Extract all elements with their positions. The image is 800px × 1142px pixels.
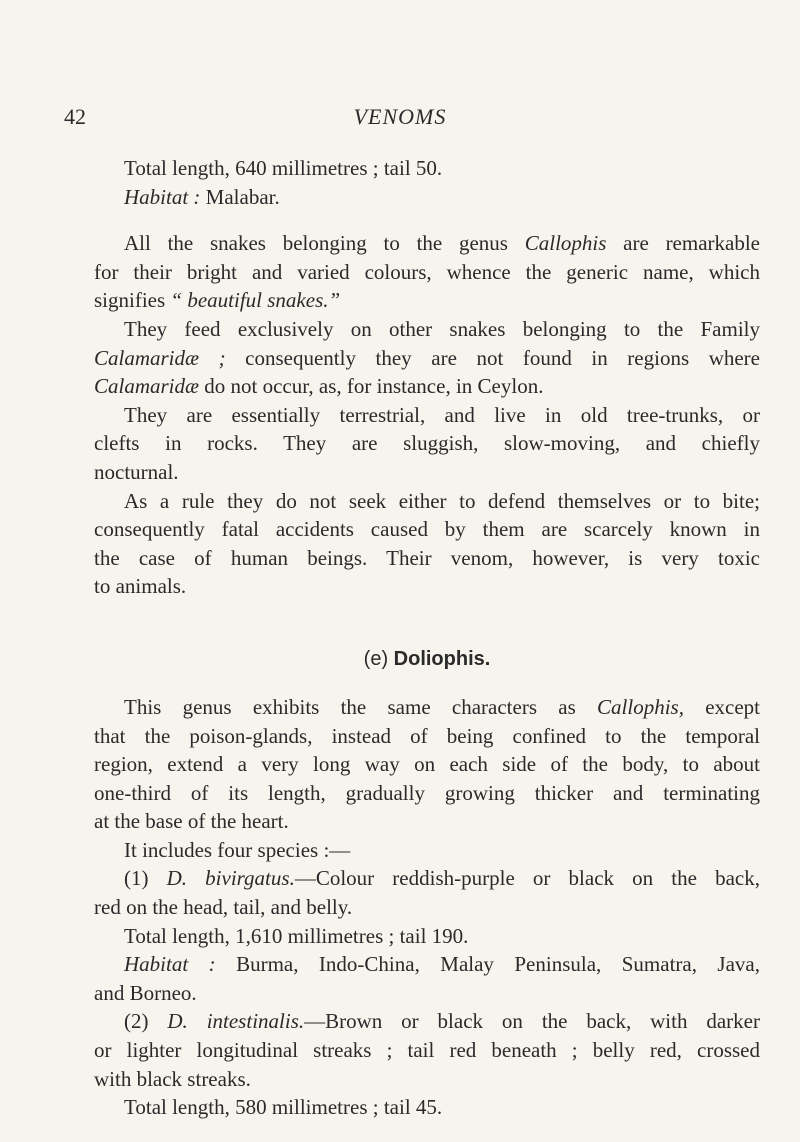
italic-term: Calamaridæ bbox=[94, 374, 200, 399]
page-header bbox=[0, 104, 800, 140]
text-run: except bbox=[683, 694, 761, 719]
doliophis-paragraph-1 bbox=[94, 693, 760, 836]
text-line bbox=[94, 779, 760, 808]
text-run: —Brown or black on the back, with darker bbox=[304, 1009, 760, 1034]
text-line bbox=[94, 1036, 760, 1065]
text-line bbox=[94, 515, 760, 544]
italic-term: Callophis bbox=[524, 231, 607, 256]
text-run: that the poison-glands, instead of being confined to the temporal bbox=[94, 723, 760, 748]
text-run: They feed exclusively on other snakes belonging to the Family bbox=[124, 316, 760, 341]
species-1-length bbox=[94, 922, 760, 951]
text-run: consequently they are not found in regions where bbox=[225, 345, 760, 370]
text-line bbox=[94, 922, 760, 951]
text-run: with black streaks. bbox=[94, 1066, 251, 1091]
text-line bbox=[94, 344, 760, 373]
text-line bbox=[94, 893, 760, 922]
text-run: (2) bbox=[124, 1009, 168, 1034]
text-line bbox=[94, 544, 760, 573]
text-run: or lighter longitudinal streaks ; tail red beneath ; belly red, crossed bbox=[94, 1038, 760, 1063]
text-line bbox=[94, 572, 760, 601]
doliophis-paragraph-2 bbox=[94, 836, 760, 865]
callophis-paragraph-1 bbox=[94, 229, 760, 315]
text-run: Total length, 1,610 millimetres ; tail 190. bbox=[124, 923, 469, 948]
section-name: Doliophis. bbox=[393, 647, 491, 670]
section-letter: (e) bbox=[363, 647, 394, 670]
text-run: nocturnal. bbox=[94, 459, 179, 484]
italic-term: Calamaridæ ; bbox=[94, 345, 226, 370]
total-length-line: Total length, 640 millimetres ; tail 50. bbox=[124, 156, 443, 180]
text-line bbox=[94, 458, 760, 487]
text-line bbox=[94, 693, 760, 722]
habitat-label: Habitat : bbox=[124, 184, 201, 209]
text-line bbox=[94, 836, 760, 865]
species-2-description bbox=[94, 1007, 760, 1093]
callophis-paragraph-4 bbox=[94, 487, 760, 601]
text-run: region, extend a very long way on each side of the body, to about bbox=[94, 752, 760, 777]
text-line bbox=[94, 1065, 760, 1094]
text-run: at the base of the heart. bbox=[94, 809, 289, 834]
italic-term: D. intestinalis. bbox=[167, 1009, 305, 1034]
text-line bbox=[94, 258, 760, 287]
text-run: signifies bbox=[94, 288, 171, 313]
text-line bbox=[94, 950, 760, 979]
text-run: to animals. bbox=[94, 574, 187, 599]
text-line bbox=[94, 286, 760, 315]
text-line bbox=[94, 401, 760, 430]
text-line bbox=[94, 750, 760, 779]
text-line bbox=[94, 1093, 760, 1122]
callophis-paragraph-3 bbox=[94, 401, 760, 487]
species-1-habitat bbox=[94, 950, 760, 1007]
text-run: the case of human beings. Their venom, however, is very toxic bbox=[94, 545, 760, 570]
species-2-length bbox=[94, 1093, 760, 1122]
habitat-line bbox=[94, 183, 760, 212]
habitat-value: Malabar. bbox=[200, 184, 280, 209]
text-run: They are essentially terrestrial, and live in old tree-trunks, or bbox=[124, 402, 760, 427]
italic-term: D. bivirgatus. bbox=[166, 866, 295, 891]
text-run: are remarkable bbox=[606, 231, 761, 256]
text-line bbox=[94, 979, 760, 1008]
text-line bbox=[94, 807, 760, 836]
text-line bbox=[94, 1007, 760, 1036]
text-run: clefts in rocks. They are sluggish, slow-moving, and chiefly bbox=[94, 431, 760, 456]
text-line bbox=[94, 722, 760, 751]
italic-term: “ beautiful snakes.” bbox=[170, 288, 341, 313]
text-run: Burma, Indo-China, Malay Peninsula, Sumatra, Java, bbox=[215, 952, 760, 977]
italic-term: Callophis, bbox=[597, 694, 684, 719]
text-line bbox=[94, 229, 760, 258]
text-run: Total length, 580 millimetres ; tail 45. bbox=[124, 1095, 443, 1120]
text-run: It includes four species :— bbox=[124, 837, 351, 862]
text-run: As a rule they do not seek either to defend themselves or to bite; bbox=[124, 488, 760, 513]
text-line bbox=[94, 864, 760, 893]
callophis-paragraph-2 bbox=[94, 315, 760, 401]
running-title: VENOMS bbox=[353, 104, 447, 129]
text-line bbox=[94, 429, 760, 458]
italic-term: Habitat : bbox=[124, 952, 216, 977]
text-run: consequently fatal accidents caused by them are scarcely known in bbox=[94, 517, 760, 542]
text-line bbox=[94, 315, 760, 344]
section-heading bbox=[94, 645, 760, 675]
text-run: This genus exhibits the same characters as bbox=[124, 694, 598, 719]
text-run: one-third of its length, gradually growing thicker and terminating bbox=[94, 780, 760, 805]
text-line bbox=[94, 372, 760, 401]
page-number: 42 bbox=[64, 104, 86, 129]
text-run: All the snakes belonging to the genus bbox=[124, 231, 525, 256]
text-run: do not occur, as, for instance, in Ceylon. bbox=[199, 374, 544, 399]
text-run: red on the head, tail, and belly. bbox=[94, 895, 353, 920]
page-body bbox=[94, 154, 760, 1122]
text-run: for their bright and varied colours, whence the generic name, which bbox=[94, 259, 760, 284]
text-run: (1) bbox=[124, 866, 167, 891]
text-run: and Borneo. bbox=[94, 980, 197, 1005]
text-run: —Colour reddish-purple or black on the back, bbox=[294, 866, 760, 891]
species-1-description bbox=[94, 864, 760, 921]
text-line bbox=[94, 487, 760, 516]
